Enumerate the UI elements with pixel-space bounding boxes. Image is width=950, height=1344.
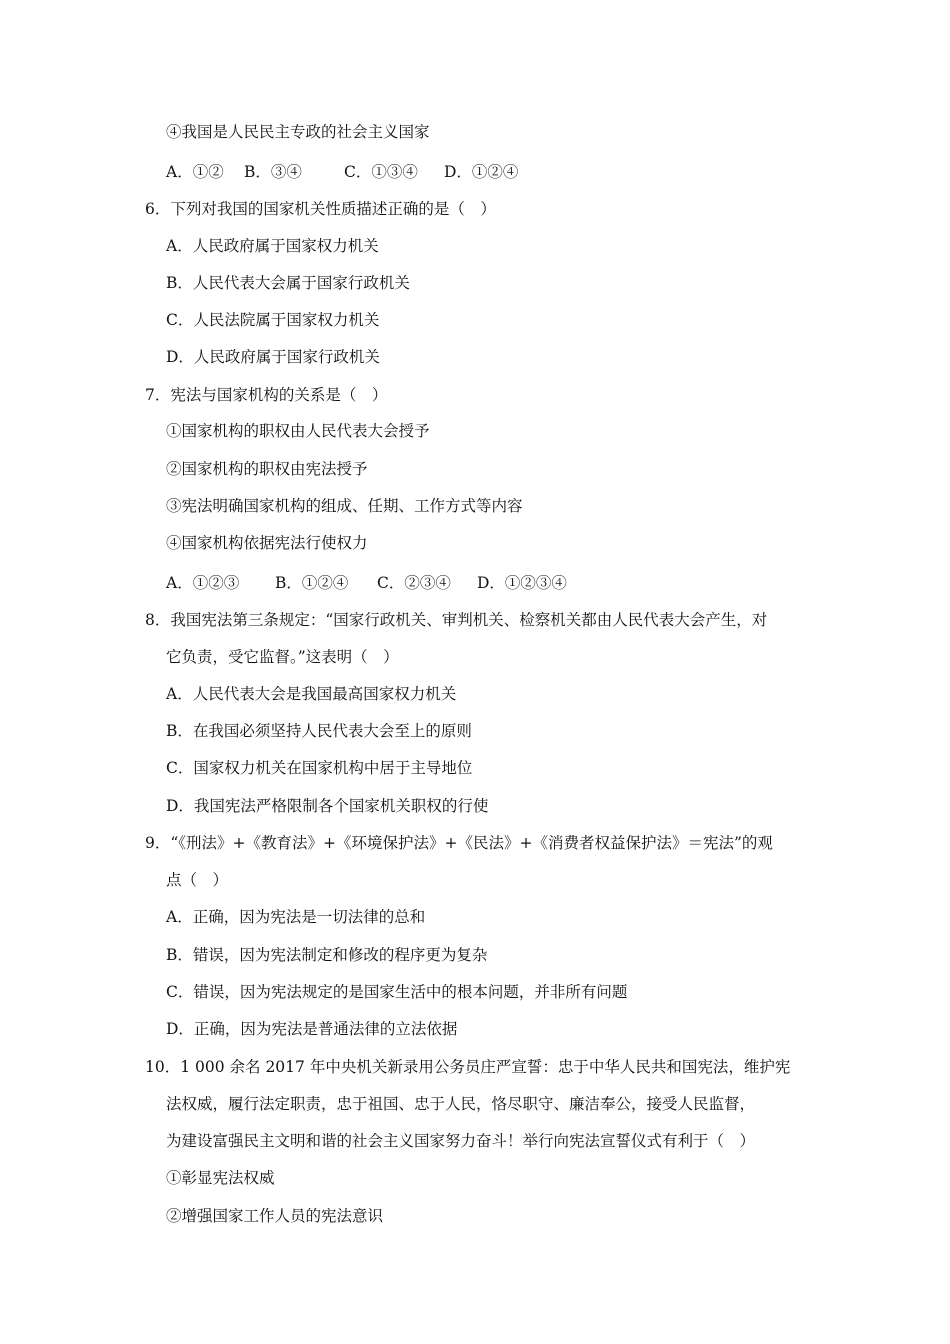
q9-stem-line-2: 点（ ） [166, 871, 229, 889]
q8-stem-line-2: 它负责，受它监督。”这表明（ ） [166, 648, 399, 666]
q6-stem: 6．下列对我国的国家机关性质描述正确的是（ ） [145, 200, 496, 218]
q7-statement-4: ④国家机构依据宪法行使权力 [166, 534, 368, 552]
q6-option-d[interactable]: D．人民政府属于国家行政机关 [166, 348, 380, 366]
q10-stem-line-3: 为建设富强民主文明和谐的社会主义国家努力奋斗！举行向宪法宣誓仪式有利于（ ） [166, 1132, 756, 1150]
q9-option-d[interactable]: D．正确，因为宪法是普通法律的立法依据 [166, 1020, 458, 1038]
q7-statement-1: ①国家机构的职权由人民代表大会授予 [166, 422, 430, 440]
prev-statement-4: ④我国是人民民主专政的社会主义国家 [166, 123, 430, 141]
prev-option-b[interactable]: B．③④ [244, 163, 302, 181]
q7-option-c[interactable]: C．②③④ [377, 574, 451, 592]
q7-option-d[interactable]: D．①②③④ [477, 574, 567, 592]
q8-option-a[interactable]: A．人民代表大会是我国最高国家权力机关 [166, 685, 457, 703]
q7-options [166, 573, 567, 593]
q7-option-a[interactable]: A．①②③ [166, 574, 240, 592]
q7-stem: 7．宪法与国家机构的关系是（ ） [145, 386, 388, 404]
q8-option-c[interactable]: C．国家权力机关在国家机构中居于主导地位 [166, 759, 473, 777]
q9-stem-line-1: 9．“《刑法》+《教育法》+《环境保护法》+《民法》+《消费者权益保护法》＝宪法”的观 [145, 834, 773, 852]
q8-stem-line-1: 8．我国宪法第三条规定：“国家行政机关、审判机关、检察机关都由人民代表大会产生，对 [145, 611, 768, 629]
q7-statement-3: ③宪法明确国家机构的组成、任期、工作方式等内容 [166, 497, 523, 515]
q10-statement-1: ①彰显宪法权威 [166, 1169, 275, 1187]
prev-option-c[interactable]: C．①③④ [344, 163, 418, 181]
q6-option-b[interactable]: B．人民代表大会属于国家行政机关 [166, 274, 410, 292]
q9-option-c[interactable]: C．错误，因为宪法规定的是国家生活中的根本问题，并非所有问题 [166, 983, 628, 1001]
prev-option-d[interactable]: D．①②④ [444, 163, 519, 181]
q7-statement-2: ②国家机构的职权由宪法授予 [166, 460, 368, 478]
q10-statement-2: ②增强国家工作人员的宪法意识 [166, 1207, 384, 1225]
prev-options [166, 162, 518, 182]
q8-option-b[interactable]: B．在我国必须坚持人民代表大会至上的原则 [166, 722, 472, 740]
prev-option-a[interactable]: A．①② [166, 163, 224, 181]
q9-option-b[interactable]: B．错误，因为宪法制定和修改的程序更为复杂 [166, 946, 488, 964]
q8-option-d[interactable]: D．我国宪法严格限制各个国家机关职权的行使 [166, 797, 489, 815]
q10-stem-line-1: 10．1 000 余名 2017 年中央机关新录用公务员庄严宣誓：忠于中华人民共和国宪法，维护宪 [145, 1058, 791, 1076]
q10-stem-line-2: 法权威，履行法定职责，忠于祖国、忠于人民，恪尽职守、廉洁奉公，接受人民监督， [166, 1095, 756, 1113]
q6-option-c[interactable]: C．人民法院属于国家权力机关 [166, 311, 380, 329]
q6-option-a[interactable]: A．人民政府属于国家权力机关 [166, 237, 379, 255]
q7-option-b[interactable]: B．①②④ [275, 574, 349, 592]
q9-option-a[interactable]: A．正确，因为宪法是一切法律的总和 [166, 908, 426, 926]
